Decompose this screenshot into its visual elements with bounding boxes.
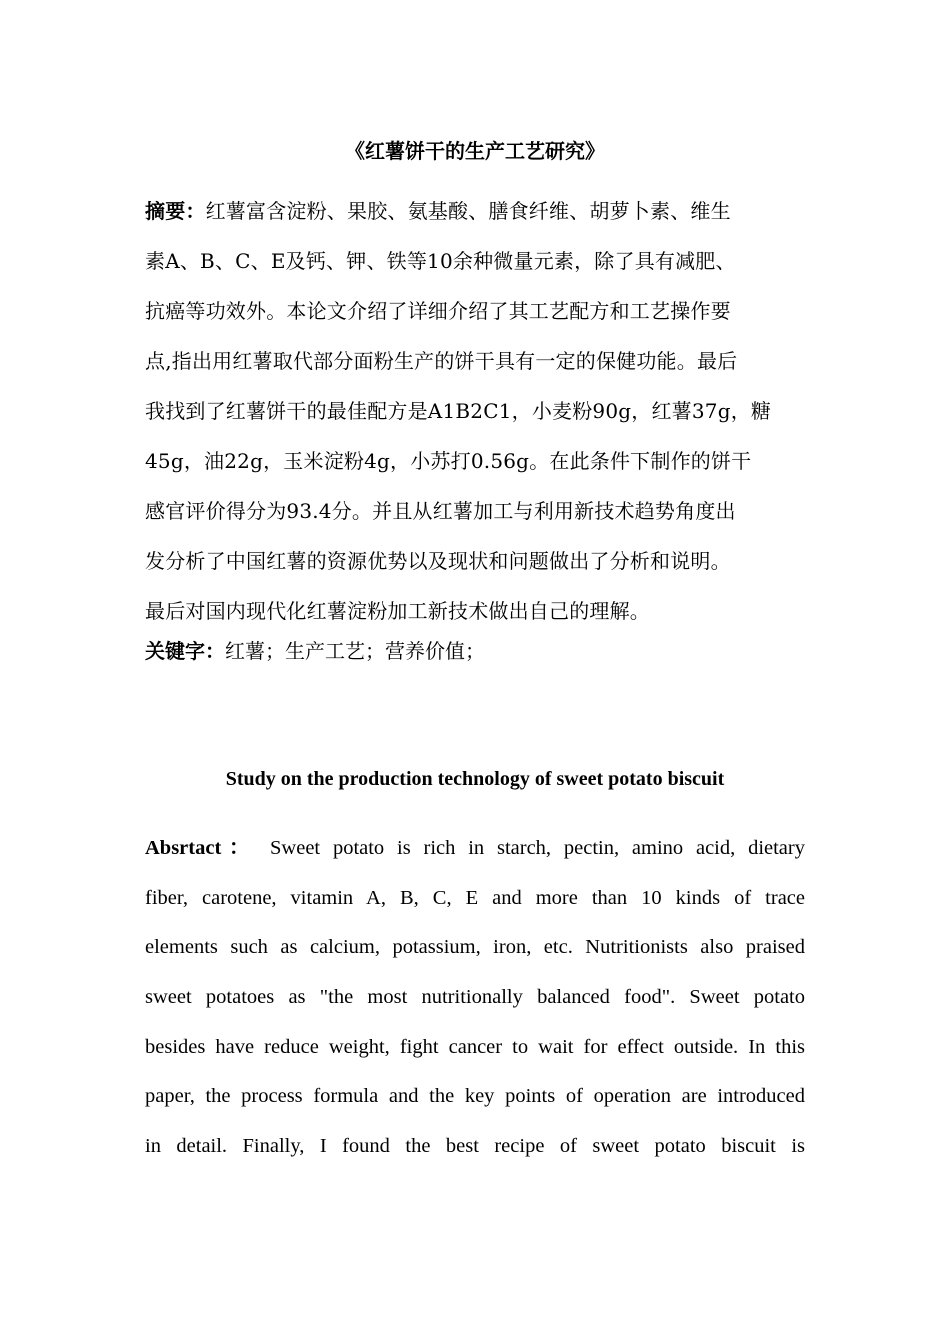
english-abstract-line: Absrtact： Sweet potato is rich in starch, pectin, amino acid, dietary: [145, 837, 805, 859]
chinese-abstract-line: 感官评价得分为93.4分。并且从红薯加工与利用新技术趋势角度出: [145, 499, 736, 523]
english-abstract-line: in detail. Finally, I found the best recipe of sweet potato biscuit is: [145, 1135, 805, 1158]
chinese-abstract-line: 点,指出用红薯取代部分面粉生产的饼干具有一定的保健功能。最后: [145, 349, 738, 373]
english-abstract-line: paper, the process formula and the key points of operation are introduced: [145, 1085, 805, 1108]
chinese-abstract-line: 最后对国内现代化红薯淀粉加工新技术做出自己的理解。: [145, 599, 650, 623]
chinese-abstract-line: 发分析了中国红薯的资源优势以及现状和问题做出了分析和说明。: [145, 549, 731, 573]
english-abstract-line: fiber, carotene, vitamin A, B, C, E and more than 10 kinds of trace: [145, 886, 805, 909]
chinese-abstract-line: 我找到了红薯饼干的最佳配方是A1B2C1，小麦粉90g，红薯37g，糖: [145, 399, 772, 423]
english-title: Study on the production technology of sweet potato biscuit: [225, 768, 725, 790]
chinese-abstract-line: 摘要：红薯富含淀粉、果胶、氨基酸、膳食纤维、胡萝卜素、维生: [145, 199, 731, 223]
chinese-keywords-label: 关键字：: [145, 639, 225, 663]
chinese-abstract-line: 45g，油22g，玉米淀粉4g，小苏打0.56g。在此条件下制作的饼干: [145, 449, 752, 473]
english-abstract-line: elements such as calcium, potassium, iron, etc. Nutritionists also praised: [145, 936, 805, 959]
english-abstract-line: sweet potatoes as "the most nutritionally balanced food". Sweet potato: [145, 986, 805, 1009]
chinese-keywords-value: 红薯；生产工艺；营养价值；: [225, 639, 485, 663]
english-abstract-line: besides have reduce weight, fight cancer to wait for effect outside. In this: [145, 1035, 805, 1058]
chinese-abstract: [145, 186, 805, 636]
chinese-title: 《红薯饼干的生产工艺研究》: [345, 139, 605, 163]
english-abstract: [145, 824, 805, 1172]
chinese-abstract-line: 抗癌等功效外。本论文介绍了详细介绍了其工艺配方和工艺操作要: [145, 299, 731, 323]
chinese-abstract-line: 素A、B、C、E及钙、钾、铁等10余种微量元素，除了具有减肥、: [145, 249, 736, 273]
english-abstract-label: Absrtact：: [145, 837, 258, 859]
chinese-abstract-label: 摘要：: [145, 199, 206, 223]
chinese-keywords: [145, 626, 805, 676]
